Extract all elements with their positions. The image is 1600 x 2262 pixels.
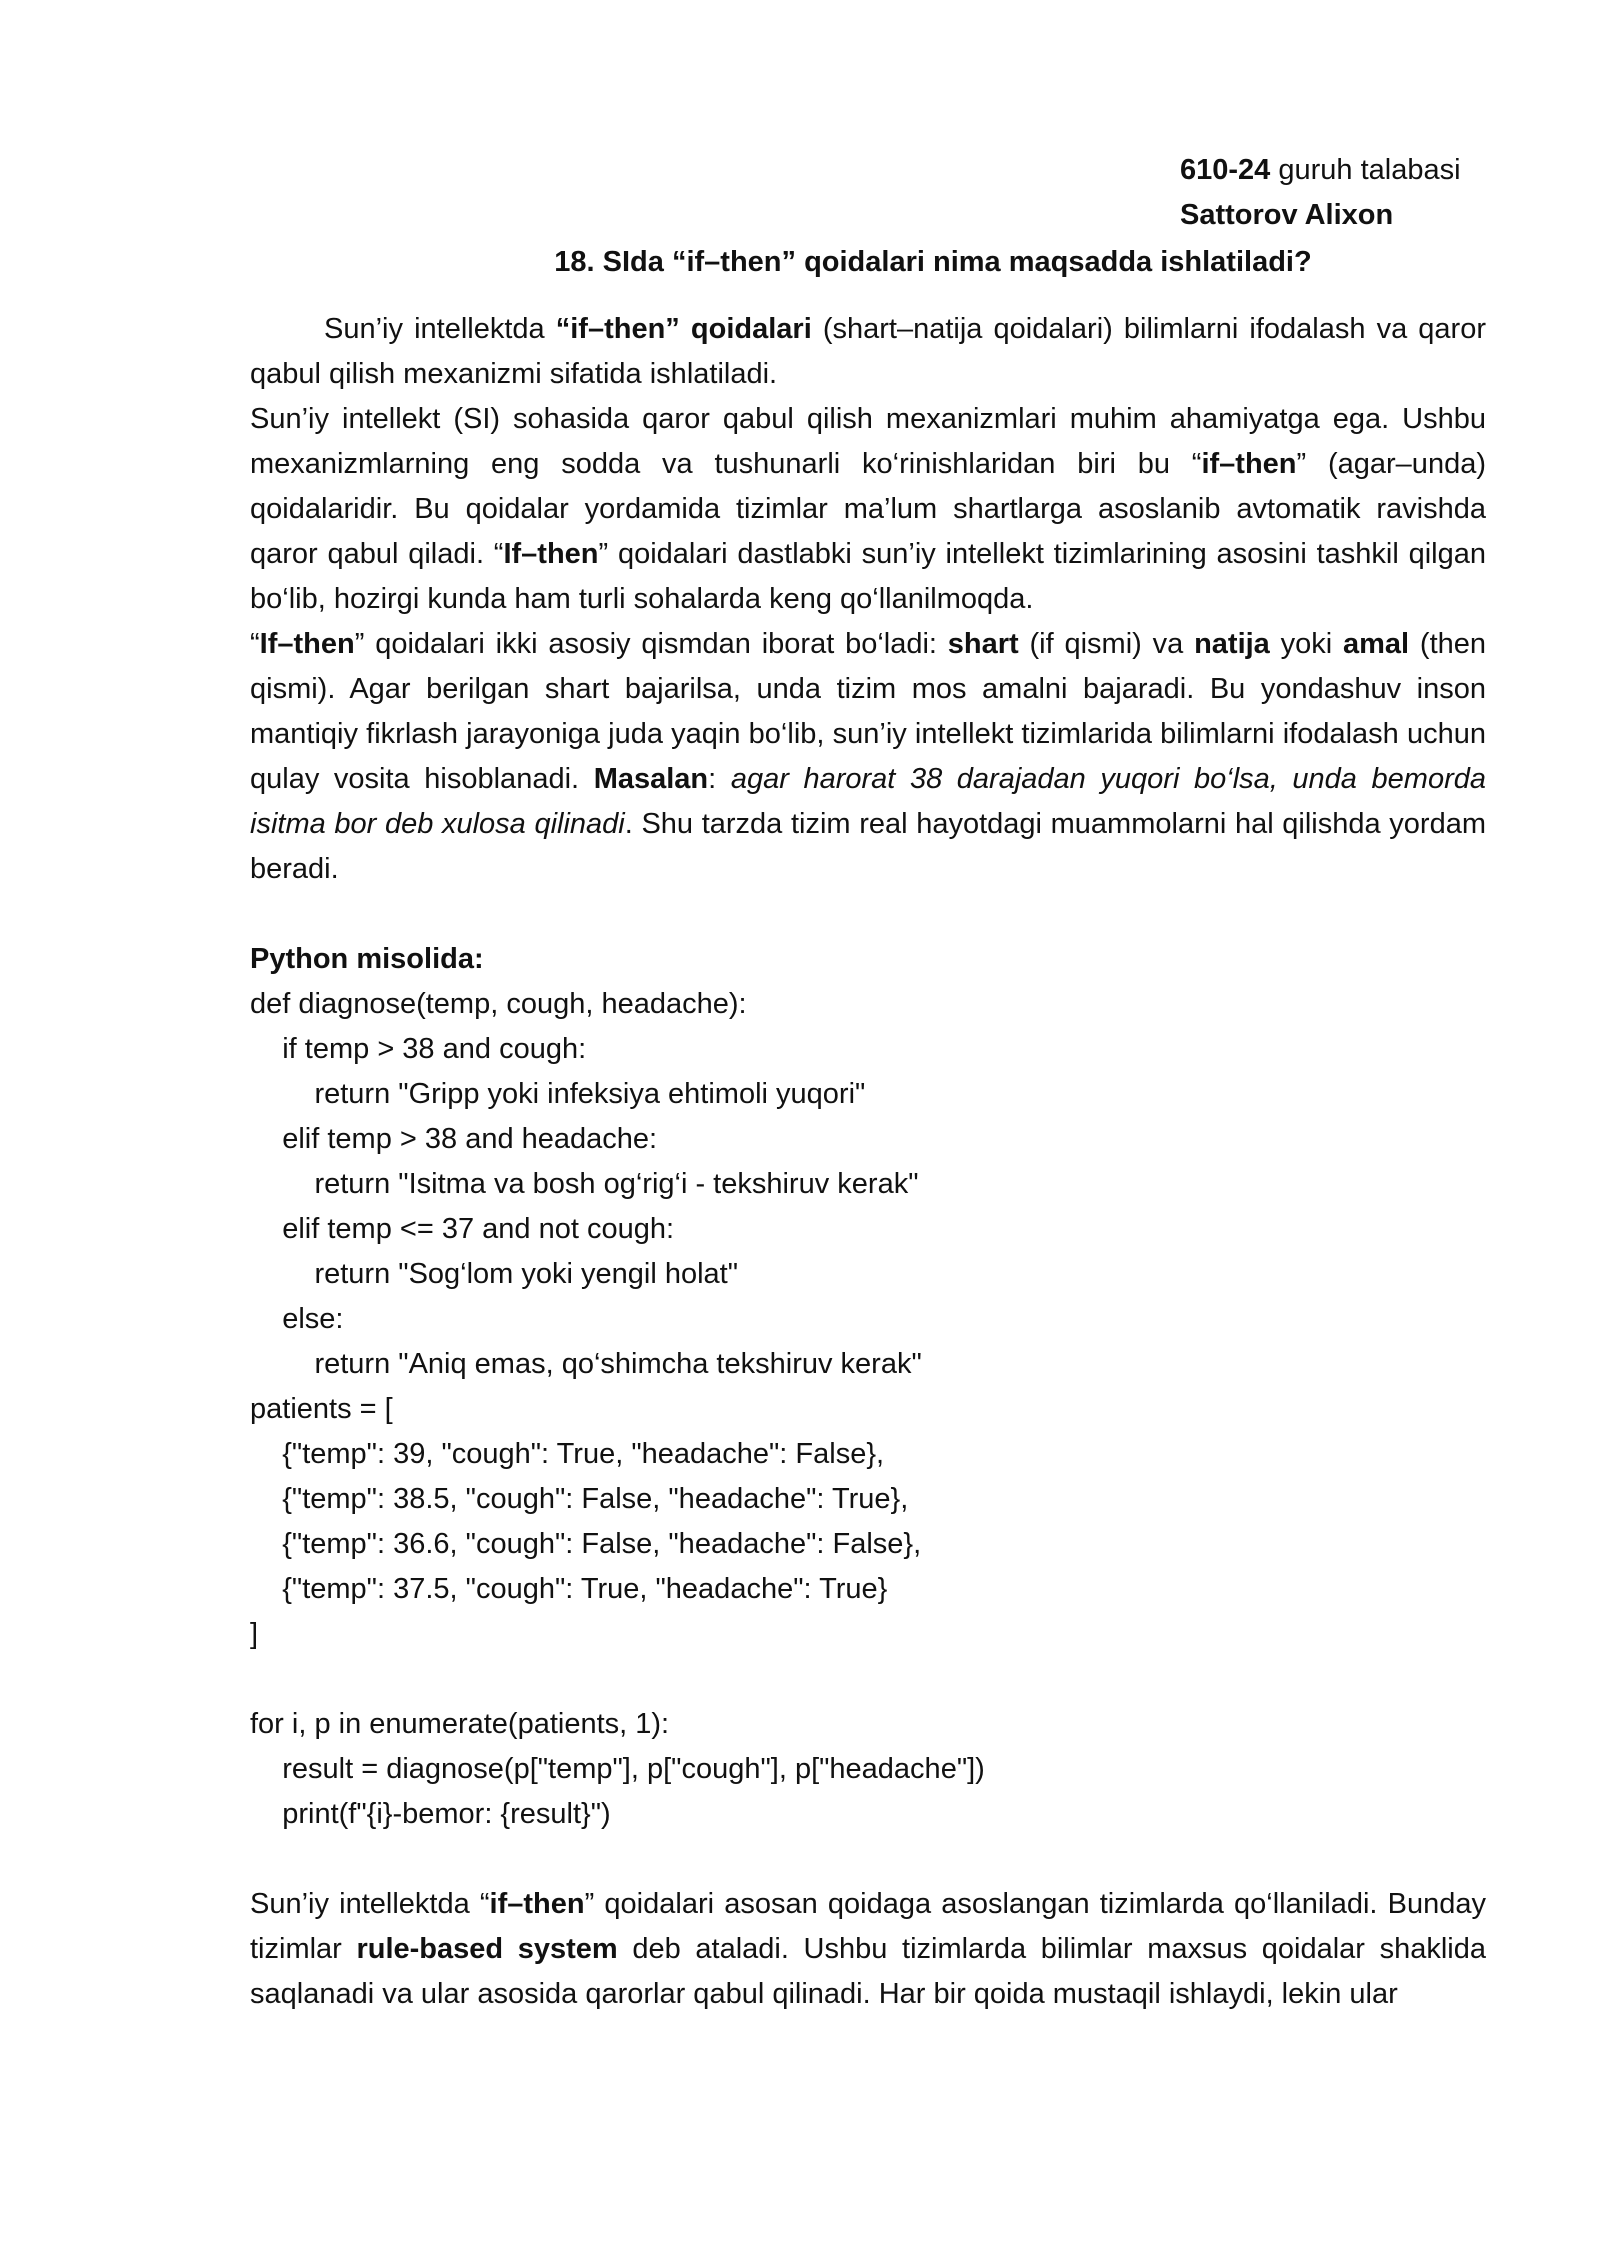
- bold-term: rule-based system: [356, 1933, 618, 1965]
- paragraph-rule-based: [250, 1882, 1486, 2017]
- bold-term: natija: [1194, 628, 1270, 660]
- text-run: (then qismi). Agar berilgan shart bajarilsa, unda tizim mos amalni bajaradi. Bu yondashuv inson mantiqiy fikrlash jarayoniga juda yaqin bo‘lib, sun’iy intellekt tizimlarida bilimlarni ifodalash uchun qulay vosita hisoblanadi.: [250, 628, 1487, 795]
- bold-term: If–then: [259, 628, 355, 660]
- paragraph-overview: [250, 397, 1486, 622]
- code-block-loop: for i, p in enumerate(patients, 1): result = diagnose(p["temp"], p["cough"], p["headache"]) print(f"{i}-bemor: {result}"): [250, 1708, 985, 1830]
- text-run: (shart–natija qoidalari) bilimlarni ifodalash va qaror qabul qilish mexanizmi sifatida ishlatiladi.: [250, 313, 1486, 390]
- italic-example: agar harorat 38 darajadan yuqori bo‘lsa, unda bemorda isitma bor deb xulosa qilinadi: [250, 763, 1486, 840]
- blank-line: [250, 1657, 1486, 1702]
- paragraph-structure: [250, 622, 1486, 892]
- question-title: 18. SIda “if–then” qoidalari nima maqsadda ishlatiladi?: [554, 246, 1312, 278]
- group-number: 610-24: [1180, 154, 1271, 186]
- author-block: [1180, 148, 1461, 238]
- group-line: [1180, 148, 1461, 193]
- text-run: ” qoidalari ikki asosiy qismdan iborat bo‘ladi:: [354, 628, 948, 660]
- text-run: deb ataladi. Ushbu tizimlarda bilimlar maxsus qoidalar shaklida saqlanadi va ular asosida qarorlar qabul qilinadi. Har bir qoida mustaqil ishlaydi, lekin ular: [250, 1933, 1486, 2010]
- bold-term: “if–then” qoidalari: [555, 313, 812, 345]
- text-run: ” qoidalari dastlabki sun’iy intellekt tizimlarining asosini tashkil qilgan bo‘lib, hozirgi kunda ham turli sohalarda keng qo‘llanilmoqda.: [250, 538, 1486, 615]
- bold-term: amal: [1343, 628, 1410, 660]
- text-run: ” (agar–unda) qoidalaridir. Bu qoidalar yordamida tizimlar ma’lum shartlarga asoslanib avtomatik ravishda qaror qabul qiladi. “: [250, 448, 1486, 570]
- bold-term: If–then: [503, 538, 599, 570]
- text-run: (if qismi) va: [1018, 628, 1195, 660]
- paragraph-intro: [250, 307, 1486, 397]
- text-run: ” qoidalari asosan qoidaga asoslangan tizimlarda qo‘llaniladi. Bunday tizimlar: [250, 1888, 1486, 1965]
- document-body: [250, 307, 1486, 2017]
- python-label: Python misolida:: [250, 943, 484, 975]
- text-run: Sun’iy intellekt (SI) sohasida qaror qabul qilish mexanizmlari muhim ahamiyatga ega. Ushbu mexanizmlarning eng sodda va tushunarli ko‘rinishlaridan biri bu “: [250, 403, 1486, 480]
- text-run: Sun’iy intellektda: [324, 313, 556, 345]
- code-block-functions: def diagnose(temp, cough, headache): if temp > 38 and cough: return "Gripp yoki infeksiya ehtimoli yuqori" elif temp > 38 and headache: return "Isitma va bosh og‘rig‘i - tekshiruv kerak" elif temp <= 37 and not cough: return "Sog‘lom yoki yengil holat" else: return "Aniq emas, qo‘shimcha tekshiruv kerak" patients = [ {"temp": 39, "cough": True, "headache": False}, {"temp": 38.5, "cough": False, "headache": True}, {"temp": 36.6, "cough": False, "headache": False}, {"temp": 37.5, "cough": True, "headache": True} ]: [250, 988, 922, 1650]
- group-suffix: guruh talabasi: [1270, 154, 1461, 186]
- bold-term: if–then: [489, 1888, 585, 1920]
- text-run: Sun’iy intellektda “: [250, 1888, 490, 1920]
- student-name: Sattorov Alixon: [1180, 199, 1394, 231]
- text-run: yoki: [1269, 628, 1343, 660]
- bold-term: Masalan: [593, 763, 709, 795]
- text-run: . Shu tarzda tizim real hayotdagi muammolarni hal qilishda yordam beradi.: [250, 808, 1486, 885]
- blank-line: [250, 1837, 1486, 1882]
- bold-term: shart: [947, 628, 1019, 660]
- blank-line: [250, 892, 1486, 937]
- bold-term: if–then: [1201, 448, 1297, 480]
- text-run: “: [250, 628, 260, 660]
- text-run: :: [708, 763, 731, 795]
